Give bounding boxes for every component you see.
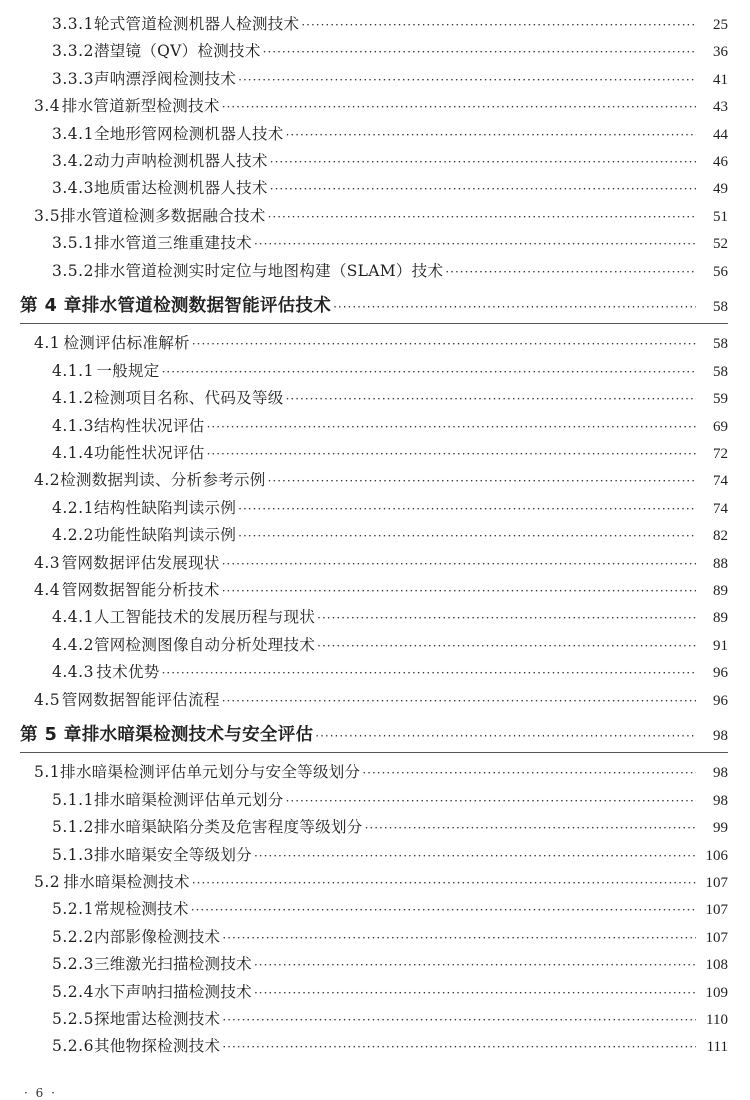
- toc-entry-page: 58: [713, 336, 728, 353]
- dot-leader: [365, 818, 696, 838]
- toc-entry-page: 69: [713, 418, 728, 435]
- toc-entry-title: 功能性缺陷判读示例: [93, 526, 237, 545]
- toc-entry-page: 49: [713, 181, 728, 198]
- toc-subsection-entry[interactable]: [52, 178, 728, 200]
- dot-leader: [254, 846, 696, 866]
- toc-entry-number: 5.2: [34, 873, 61, 891]
- toc-entry-page: 58: [713, 299, 728, 315]
- toc-entry-title: 检测评估标准解析: [63, 334, 190, 353]
- toc-entry-page: 91: [713, 637, 728, 654]
- dot-leader: [315, 726, 696, 746]
- toc-entry-number: 4.1.1: [52, 361, 94, 380]
- toc-entry-page: 108: [705, 957, 728, 974]
- toc-subsection-entry[interactable]: [52, 817, 728, 839]
- toc-entry-page: 96: [713, 692, 728, 709]
- toc-entry-number: 5.1.1: [52, 790, 94, 809]
- toc-subsection-entry[interactable]: [52, 1036, 728, 1058]
- toc-entry-page: 99: [713, 820, 728, 837]
- dot-leader: [286, 125, 696, 145]
- dot-leader: [222, 1037, 696, 1057]
- dot-leader: [222, 1010, 696, 1030]
- dot-leader: [222, 691, 696, 711]
- toc-subsection-entry[interactable]: [52, 14, 728, 36]
- dot-leader: [270, 179, 696, 199]
- toc-entry-number: 5.2.2: [52, 927, 94, 946]
- toc-entry-title: 探地雷达检测技术: [93, 1010, 221, 1028]
- chapter-divider-line: [20, 752, 728, 753]
- toc-entry-number: 3.5.2: [52, 261, 94, 280]
- toc-subsection-entry[interactable]: [52, 662, 728, 684]
- dot-leader: [238, 70, 696, 90]
- toc-entry-page: 58: [713, 363, 728, 380]
- dot-leader: [207, 444, 696, 464]
- toc-entry-page: 109: [705, 984, 728, 1001]
- toc-entry-title: 动力声呐检测机器人技术: [93, 152, 268, 170]
- toc-entry-number: 5.2.3: [52, 955, 94, 974]
- toc-entry-number: 5.2.5: [52, 1010, 94, 1028]
- toc-entry-page: 52: [713, 236, 728, 253]
- toc-entry-page: 44: [713, 126, 728, 143]
- toc-entry-page: 46: [713, 154, 728, 170]
- toc-entry-number: 4.4.2: [52, 635, 94, 654]
- toc-entry-number: 3.4.2: [52, 152, 94, 170]
- dot-leader: [254, 983, 696, 1003]
- toc-entry-number: 4.4.1: [52, 608, 94, 627]
- dot-leader: [192, 334, 696, 354]
- toc-subsection-entry[interactable]: [52, 41, 728, 63]
- dot-leader: [445, 262, 696, 282]
- dot-leader: [317, 636, 696, 656]
- page-number-marker: · 6 ·: [24, 1086, 57, 1100]
- dot-leader: [238, 526, 696, 546]
- toc-subsection-entry[interactable]: [52, 498, 728, 520]
- toc-entry-title: 排水暗渠检测技术: [63, 873, 190, 891]
- dot-leader: [162, 663, 696, 683]
- toc-entry-title: 排水暗渠检测评估单元划分与安全等级划分: [60, 763, 361, 782]
- dot-leader: [192, 873, 696, 893]
- toc-entry-number: 4.4.3: [52, 663, 94, 682]
- toc-subsection-entry[interactable]: [52, 261, 728, 283]
- toc-entry-number: 3.3.3: [52, 69, 94, 88]
- toc-chapter-entry[interactable]: [20, 296, 728, 318]
- toc-entry-page: 43: [713, 99, 728, 116]
- toc-entry-number: 5.2.4: [52, 982, 94, 1001]
- toc-entry-page: 25: [713, 17, 728, 33]
- toc-entry-title: 管网数据评估发展现状: [61, 553, 220, 572]
- toc-entry-title: 排水管道检测多数据融合技术: [60, 206, 266, 225]
- toc-entry-number: 4.1: [34, 334, 61, 353]
- toc-section-entry[interactable]: [34, 762, 728, 784]
- toc-entry-title: 轮式管道检测机器人检测技术: [93, 15, 300, 33]
- toc-entry-page: 72: [713, 446, 728, 462]
- toc-subsection-entry[interactable]: [52, 635, 728, 657]
- dot-leader: [162, 362, 696, 382]
- toc-subsection-entry[interactable]: [52, 416, 728, 438]
- toc-entry-title: 排水管道三维重建技术: [93, 234, 252, 253]
- toc-entry-page: 107: [705, 929, 728, 946]
- toc-entry-title: 三维激光扫描检测技术: [93, 955, 252, 974]
- toc-entry-title: 管网数据智能评估流程: [61, 690, 220, 709]
- toc-subsection-entry[interactable]: [52, 69, 728, 91]
- toc-entry-page: 74: [713, 500, 728, 517]
- toc-entry-page: 41: [713, 71, 728, 88]
- toc-entry-page: 98: [713, 765, 728, 782]
- toc-entry-number: 5.1.3: [52, 845, 94, 864]
- toc-entry-page: 59: [713, 391, 728, 408]
- toc-section-entry[interactable]: [34, 553, 728, 575]
- toc-entry-title: 常规检测技术: [93, 900, 189, 919]
- toc-subsection-entry[interactable]: [52, 954, 728, 976]
- toc-entry-number: 第 5 章: [20, 725, 82, 745]
- toc-section-entry[interactable]: [34, 690, 728, 712]
- toc-subsection-entry[interactable]: [52, 233, 728, 255]
- toc-entry-title: 排水暗渠缺陷分类及危害程度等级划分: [93, 818, 363, 837]
- dot-leader: [207, 417, 696, 437]
- toc-entry-title: 检测数据判读、分析参考示例: [60, 471, 266, 490]
- toc-subsection-entry[interactable]: [52, 607, 728, 629]
- toc-entry-page: 98: [713, 792, 728, 809]
- toc-entry-title: 结构性缺陷判读示例: [93, 498, 237, 517]
- toc-entry-title: 排水暗渠安全等级划分: [93, 845, 252, 864]
- toc-subsection-entry[interactable]: [52, 790, 728, 812]
- toc-entry-title: 人工智能技术的发展历程与现状: [93, 608, 316, 627]
- toc-subsection-entry[interactable]: [52, 525, 728, 547]
- toc-section-entry[interactable]: [34, 333, 728, 355]
- toc-section-entry[interactable]: [34, 206, 728, 228]
- toc-subsection-entry[interactable]: [52, 845, 728, 867]
- toc-entry-number: 3.4.3: [52, 179, 94, 198]
- dot-leader: [362, 763, 696, 783]
- toc-section-entry[interactable]: [34, 872, 728, 894]
- dot-leader: [270, 152, 696, 172]
- toc-entry-title: 一般规定: [96, 361, 160, 380]
- toc-entry-number: 5.2.6: [52, 1037, 94, 1056]
- toc-subsection-entry[interactable]: [52, 899, 728, 921]
- dot-leader: [317, 608, 696, 628]
- toc-entry-title: 排水暗渠检测评估单元划分: [93, 790, 284, 809]
- dot-leader: [263, 42, 696, 62]
- dot-leader: [254, 234, 696, 254]
- toc-section-entry[interactable]: [34, 470, 728, 492]
- toc-section-entry[interactable]: [34, 96, 728, 118]
- toc-entry-page: 96: [713, 665, 728, 682]
- toc-entry-title: 排水管道检测数据智能评估技术: [81, 296, 332, 316]
- toc-section-entry[interactable]: [34, 580, 728, 602]
- toc-entry-page: 111: [706, 1039, 728, 1056]
- dot-leader: [254, 955, 696, 975]
- toc-entry-page: 106: [705, 847, 728, 864]
- dot-leader: [222, 581, 696, 601]
- toc-entry-page: 82: [713, 528, 728, 545]
- toc-subsection-entry[interactable]: [52, 927, 728, 949]
- toc-entry-page: 56: [713, 263, 728, 280]
- toc-entry-number: 4.1.3: [52, 416, 94, 435]
- toc-entry-title: 管网数据智能分析技术: [61, 581, 220, 599]
- toc-entry-number: 3.3.1: [52, 15, 94, 33]
- toc-subsection-entry[interactable]: [52, 361, 728, 383]
- toc-entry-title: 地质雷达检测机器人技术: [93, 179, 268, 198]
- toc-subsection-entry[interactable]: [52, 124, 728, 146]
- toc-subsection-entry[interactable]: [52, 982, 728, 1004]
- toc-entry-number: 4.2: [34, 471, 61, 490]
- toc-entry-title: 排水管道检测实时定位与地图构建（SLAM）技术: [93, 261, 444, 280]
- toc-entry-title: 水下声呐扫描检测技术: [93, 982, 252, 1001]
- toc-entry-number: 5.1.2: [52, 818, 94, 837]
- toc-entry-number: 4.2.2: [52, 526, 94, 545]
- toc-entry-title: 内部影像检测技术: [93, 927, 221, 946]
- dot-leader: [286, 389, 696, 409]
- toc-entry-number: 4.2.1: [52, 498, 94, 517]
- toc-entry-number: 3.5: [34, 206, 61, 225]
- toc-entry-number: 4.1.4: [52, 444, 94, 462]
- toc-entry-page: 36: [713, 44, 728, 61]
- toc-entry-page: 88: [713, 555, 728, 572]
- toc-entry-page: 98: [713, 728, 728, 744]
- toc-entry-page: 110: [706, 1012, 728, 1028]
- dot-leader: [222, 97, 696, 117]
- toc-entry-number: 4.3: [34, 553, 61, 572]
- dot-leader: [222, 928, 696, 948]
- toc-entry-number: 4.5: [34, 690, 61, 709]
- toc-subsection-entry[interactable]: [52, 1009, 728, 1031]
- toc-entry-title: 全地形管网检测机器人技术: [93, 124, 284, 143]
- toc-entry-page: 107: [705, 875, 728, 891]
- toc-entry-title: 管网检测图像自动分析处理技术: [93, 635, 316, 654]
- dot-leader: [222, 554, 696, 574]
- toc-entry-title: 排水管道新型检测技术: [61, 97, 220, 116]
- toc-entry-number: 3.3.2: [52, 42, 94, 61]
- toc-subsection-entry[interactable]: [52, 151, 728, 173]
- toc-entry-number: 第 4 章: [20, 296, 82, 316]
- toc-entry-title: 检测项目名称、代码及等级: [93, 389, 284, 408]
- toc-entry-title: 结构性状况评估: [93, 416, 205, 435]
- toc-entry-number: 5.2.1: [52, 900, 94, 919]
- toc-entry-page: 51: [713, 208, 728, 225]
- toc-subsection-entry[interactable]: [52, 388, 728, 410]
- dot-leader: [268, 471, 696, 491]
- toc-entry-number: 3.4: [34, 97, 61, 116]
- toc-entry-title: 声呐漂浮阀检测技术: [93, 69, 237, 88]
- toc-entry-number: 4.4: [34, 581, 61, 599]
- dot-leader: [333, 297, 696, 317]
- toc-entry-number: 4.1.2: [52, 389, 94, 408]
- toc-entry-number: 5.1: [34, 763, 61, 782]
- toc-entry-title: 功能性状况评估: [93, 444, 205, 462]
- toc-entry-title: 技术优势: [96, 663, 160, 682]
- toc-entry-title: 排水暗渠检测技术与安全评估: [81, 725, 314, 745]
- toc-chapter-entry[interactable]: [20, 725, 728, 747]
- toc-subsection-entry[interactable]: [52, 443, 728, 465]
- dot-leader: [301, 15, 696, 35]
- toc-entry-page: 74: [713, 473, 728, 490]
- toc-entry-title: 其他物探检测技术: [93, 1037, 221, 1056]
- dot-leader: [268, 207, 696, 227]
- dot-leader: [191, 900, 696, 920]
- dot-leader: [286, 791, 696, 811]
- toc-entry-page: 89: [713, 610, 728, 627]
- toc-entry-number: 3.5.1: [52, 234, 94, 253]
- dot-leader: [238, 499, 696, 519]
- toc-entry-page: 107: [705, 902, 728, 919]
- toc-entry-page: 89: [713, 583, 728, 599]
- chapter-divider-line: [20, 323, 728, 324]
- toc-entry-number: 3.4.1: [52, 124, 94, 143]
- toc-entry-title: 潜望镜（QV）检测技术: [93, 42, 261, 61]
